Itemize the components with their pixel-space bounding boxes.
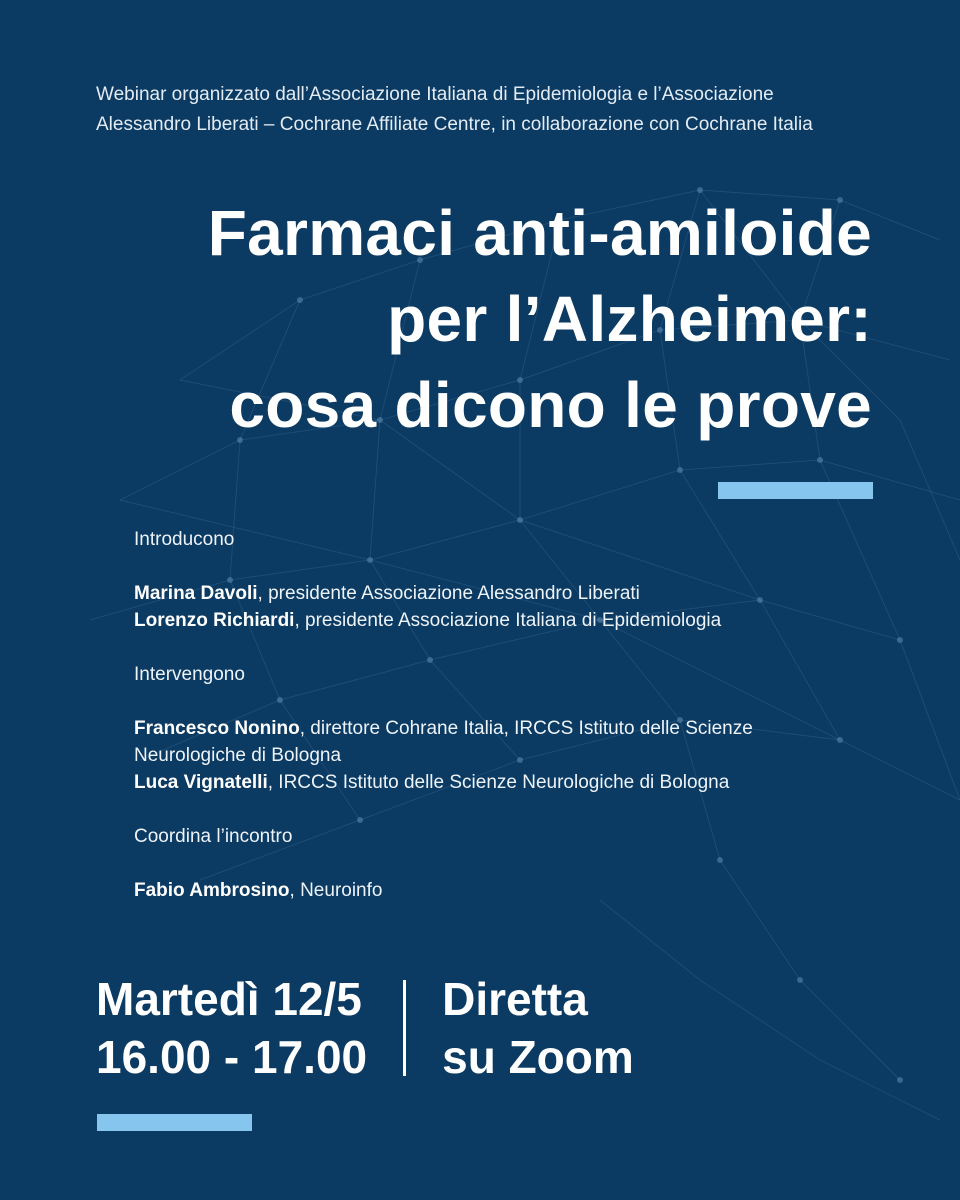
event-mode xyxy=(442,970,634,1086)
event-datetime xyxy=(96,970,367,1086)
accent-bar-bottom xyxy=(97,1114,252,1131)
program-section xyxy=(134,526,854,931)
organizer-text xyxy=(96,80,896,140)
speaker-role: , presidente Associazione Alessandro Liberati xyxy=(257,583,640,604)
title-line-1: Farmaci anti-amiloide xyxy=(207,197,872,269)
speaker-row xyxy=(134,877,854,904)
speaker-name: Luca Vignatelli xyxy=(134,772,268,793)
organizer-line-2: Alessandro Liberati – Cochrane Affiliate Centre, in collaborazione con Cochrane Italia xyxy=(96,114,813,135)
speaker-role: , direttore Cohrane Italia, IRCCS Istituto delle Scienze xyxy=(299,718,753,739)
organizer-line-1: Webinar organizzato dall’Associazione Italiana di Epidemiologia e l’Associazione xyxy=(96,84,774,105)
accent-bar-top xyxy=(718,482,873,499)
webinar-title xyxy=(72,190,872,448)
event-mode-line-2: su Zoom xyxy=(442,1031,634,1083)
title-line-2: per l’Alzheimer: xyxy=(387,283,872,355)
speaker-name: Francesco Nonino xyxy=(134,718,300,739)
speakers-coordina xyxy=(134,877,854,904)
speakers-intervengono xyxy=(134,715,854,796)
section-label-introducono: Introducono xyxy=(134,529,235,550)
title-line-3: cosa dicono le prove xyxy=(229,369,872,441)
event-time: 16.00 - 17.00 xyxy=(96,1031,368,1083)
event-divider xyxy=(403,980,406,1076)
speaker-role: , presidente Associazione Italiana di Epidemiologia xyxy=(294,610,722,631)
speaker-name: Fabio Ambrosino xyxy=(134,880,290,901)
event-details xyxy=(96,970,634,1086)
speaker-row xyxy=(134,715,854,742)
speaker-role: , IRCCS Istituto delle Scienze Neurologiche di Bologna xyxy=(267,772,730,793)
speaker-role-continuation: Neurologiche di Bologna xyxy=(134,745,342,766)
event-date: Martedì 12/5 xyxy=(96,973,362,1025)
speaker-row xyxy=(134,607,854,634)
speaker-row xyxy=(134,580,854,607)
speakers-introducono xyxy=(134,580,854,634)
section-label-intervengono: Intervengono xyxy=(134,664,245,685)
section-label-coordina: Coordina l’incontro xyxy=(134,826,293,847)
speaker-row xyxy=(134,769,854,796)
speaker-name: Lorenzo Richiardi xyxy=(134,610,295,631)
event-mode-line-1: Diretta xyxy=(442,973,588,1025)
speaker-name: Marina Davoli xyxy=(134,583,258,604)
speaker-role: , Neuroinfo xyxy=(289,880,383,901)
